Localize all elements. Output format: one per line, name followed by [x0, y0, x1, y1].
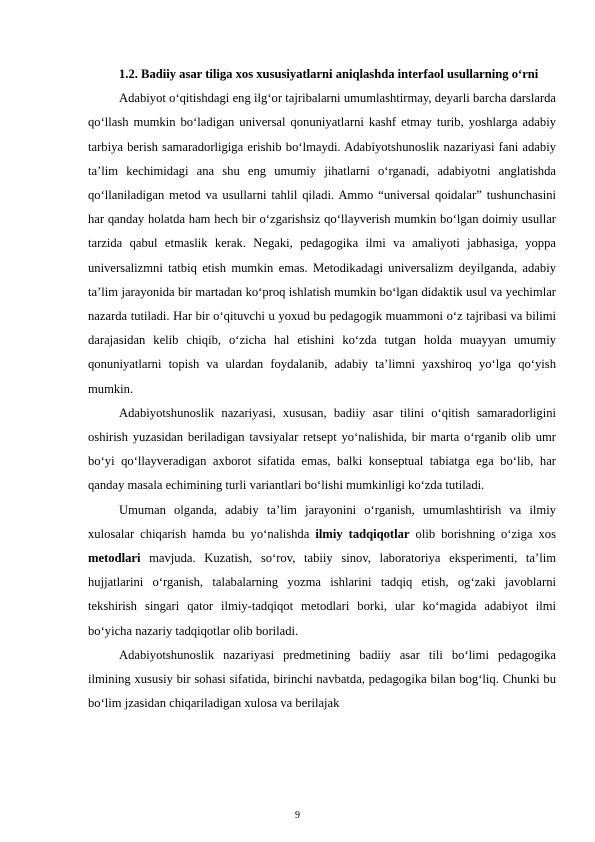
paragraph-3-bold-term-methods: metodlari: [88, 551, 141, 566]
section-heading: 1.2. Badiiy asar tiliga xos xususiyatlarni aniqlashda interfaol usullarning o‘rni: [119, 67, 539, 81]
paragraph-3-bold-term-research: ilmiy tadqiqotlar: [315, 526, 410, 541]
paragraph-4: [88, 643, 556, 716]
paragraph-2: [88, 401, 556, 498]
document-page: [88, 62, 556, 715]
paragraph-3: [88, 498, 556, 643]
paragraph-3-text-a: Umuman olganda, adabiy ta’lim jarayonini o‘rganish, umumlashtirish va ilmiy xulosalar chiqarish hamda bu yo‘nalishda: [88, 502, 556, 541]
page-number: 9: [295, 810, 300, 821]
paragraph-2-text: Adabiyotshunoslik nazariyasi, xususan, badiiy asar tilini o‘qitish samaradorligini oshirish yuzasidan beriladigan tavsiyalar retsept yo‘nalishida, bir marta o‘rganib olib umr bo‘yi qo‘llayveradigan axborot sifatida emas, balki konseptual tabiatga ega bo‘lib, har qanday masala echimining turli variantlari bo‘lishi mumkinligi ko‘zda tutiladi.: [88, 405, 556, 493]
paragraph-3-text-b: olib borishning o‘ziga xos: [409, 526, 556, 541]
paragraph-1: [88, 86, 556, 401]
paragraph-4-text: Adabiyotshunoslik nazariyasi predmetining badiiy asar tili bo‘limi pedagogika ilmining xususiy bir sohasi sifatida, birinchi navbatda, pedagogika bilan bog‘liq. Chunki bu bo‘lim jzasidan chiqariladigan xulosa va berilajak: [88, 647, 556, 711]
paragraph-3-text-c: mavjuda. Kuzatish, so‘rov, tabiiy sinov, laboratoriya eksperimenti, ta’lim hujjatlarini o‘rganish, talabalarning yozma ishlarini tadqiq etish, og‘zaki javoblarni tekshirish singari qator ilmiy-tadqiqot metodlari borki, ular ko‘magida adabiyot ilmi bo‘yicha nazariy tadqiqotlar olib boriladi.: [88, 551, 556, 638]
paragraph-1-text: Adabiyot o‘qitishdagi eng ilg‘or tajribalarni umumlashtirmay, deyarli barcha darslarda qo‘llash mumkin bo‘ladigan universal qonuniyatlarni kashf etmay turib, yoshlarga adabiy tarbiya berish samaradorligiga erishib bo‘lmaydi. Adabiyotshunoslik nazariyasi fani adabiy ta’lim kechimidagi ana shu eng umumiy jihatlarni o‘rganadi, adabiyotni anglatishda qo‘llaniladigan metod va usullarni tahlil qiladi. Ammo “universal qoidalar” tushunchasini har qanday holatda ham hech bir o‘zgarishsiz qo‘llayverish mumkin bo‘lgan doimiy usullar tarzida qabul etmaslik kerak. Negaki, pedagogika ilmi va amaliyoti jabhasiga, yoppa universalizmni tatbiq etish mumkin emas. Metodikadagi universalizm deyilganda, adabiy ta’lim jarayonida bir martadan ko‘proq ishlatish mumkin bo‘lgan didaktik usul va yechimlar nazarda tutiladi. Har bir o‘qituvchi u yoxud bu pedagogik muammoni o‘z tajribasi va bilimi darajasidan kelib chiqib, o‘zicha hal etishini ko‘zda tutgan holda muayyan umumiy qonuniyatlarni topish va ulardan foydalanib, adabiy ta’limni yaxshiroq yo‘lga qo‘yish mumkin.: [88, 91, 556, 396]
